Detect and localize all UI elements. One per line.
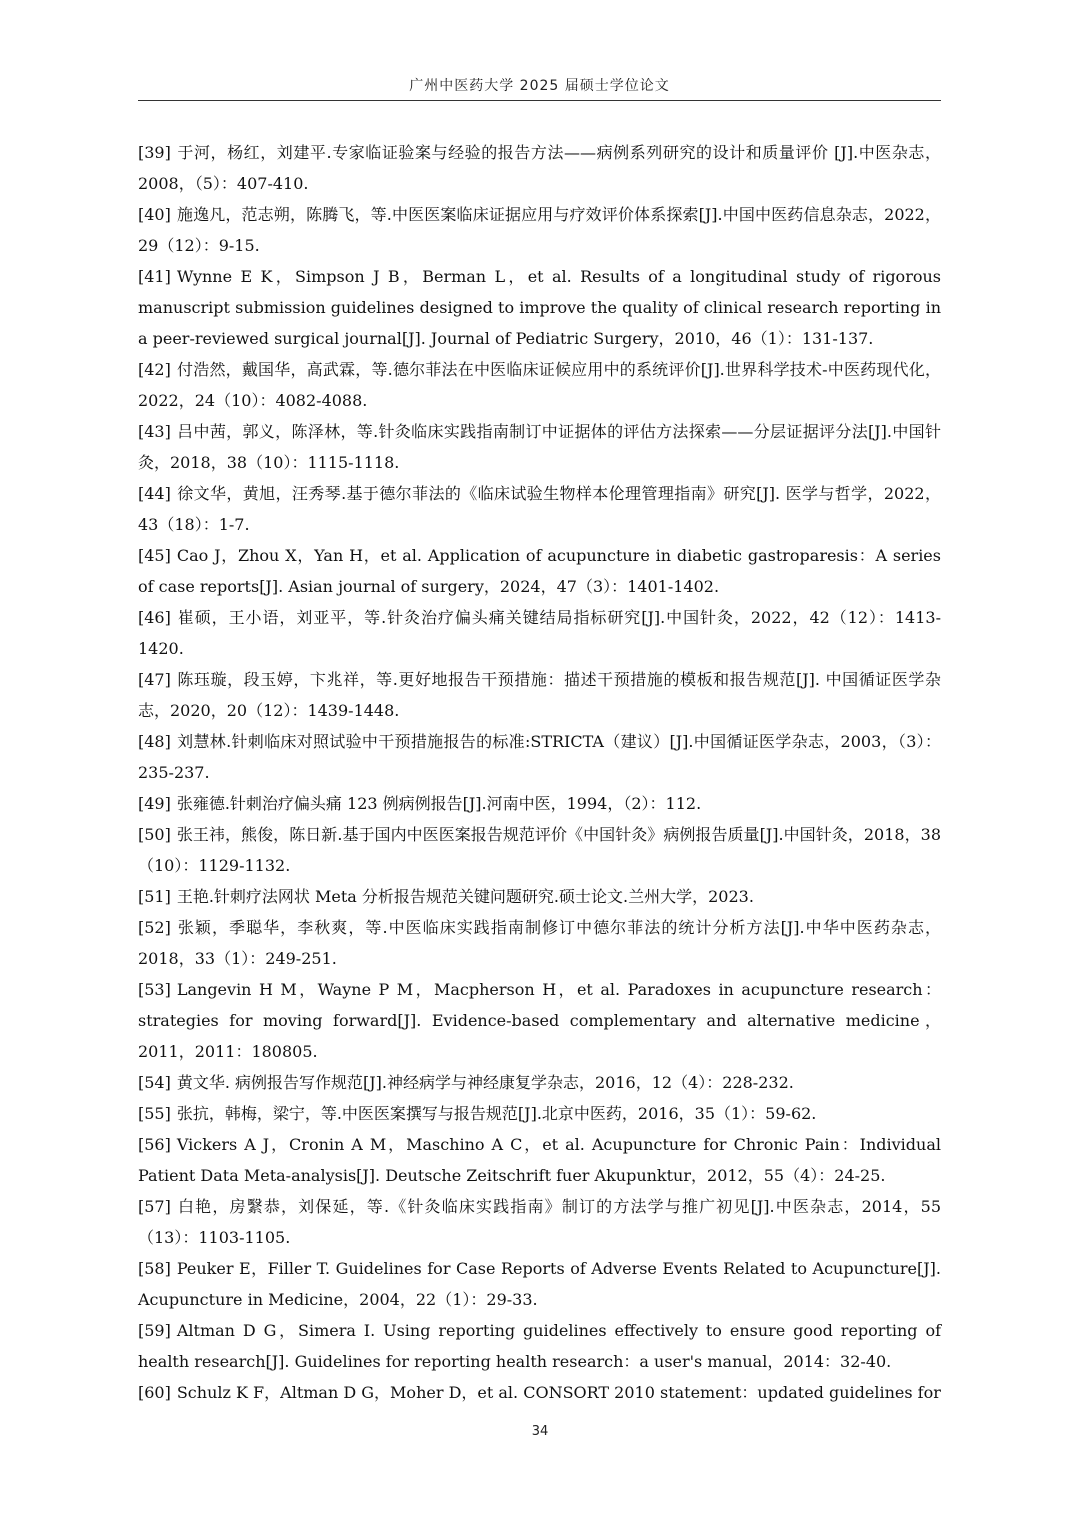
reference-item [138,137,941,199]
reference-number: [47] [138,670,171,689]
reference-text: 黄文华. 病例报告写作规范[J].神经病学与神经康复学杂志，2016，12（4）：228-232. [176,1073,794,1092]
header-divider [138,100,941,101]
reference-text: 张雍德.针刺治疗偏头痛 123 例病例报告[J].河南中医，1994，（2）：112. [176,794,702,813]
reference-item [138,1377,941,1408]
reference-number: [49] [138,794,171,813]
reference-text: Vickers A J，Cronin A M，Maschino A C，et al. Acupuncture for Chronic Pain：Individual Patient Data Meta-analysis[J]. Deutsche Zeitschrift fuer Akupunktur，2012，55（4）：24-25. [138,1135,941,1185]
reference-number: [51] [138,887,171,906]
reference-item [138,540,941,602]
reference-text: Langevin H M，Wayne P M，Macpherson H，et al. Paradoxes in acupuncture research：strategies for moving forward[J]. Evidence-based complementary and alternative medicine，2011，2011：180805. [138,980,941,1061]
page-number: 34 [531,1424,549,1439]
reference-number: [50] [138,825,171,844]
reference-text: 崔硕，王小语，刘亚平，等.针灸治疗偏头痛关键结局指标研究[J].中国针灸，2022，42（12）：1413-1420. [138,608,941,658]
reference-text: 刘慧林.针刺临床对照试验中干预措施报告的标准:STRICTA（建议）[J].中国循证医学杂志，2003，（3）：235-237. [138,732,941,782]
running-header: 广州中医药大学 2025 届硕士学位论文 [409,78,670,94]
reference-item [138,199,941,261]
reference-item [138,788,941,819]
reference-text: Schulz K F，Altman D G，Moher D，et al. CONSORT 2010 statement：updated guidelines for [176,1383,941,1402]
reference-list [138,137,941,1408]
reference-text: 陈珏璇，段玉婷，卞兆祥，等.更好地报告干预措施：描述干预措施的模板和报告规范[J]. 中国循证医学杂志，2020，20（12）：1439-1448. [138,670,941,720]
reference-item [138,1067,941,1098]
reference-text: Altman D G，Simera I. Using reporting guidelines effectively to ensure good reporting of health research[J]. Guidelines for reporting health research：a user's manual，2014：32-40. [138,1321,941,1371]
reference-text: Peuker E，Filler T. Guidelines for Case Reports of Adverse Events Related to Acupuncture[J]. Acupuncture in Medicine，2004，22（1）：29-33. [138,1259,941,1309]
reference-item [138,602,941,664]
reference-number: [40] [138,205,171,224]
reference-item [138,1253,941,1315]
reference-number: [54] [138,1073,171,1092]
reference-number: [39] [138,143,171,162]
reference-item [138,912,941,974]
reference-text: 张王祎，熊俊，陈日新.基于国内中医医案报告规范评价《中国针灸》病例报告质量[J].中国针灸，2018，38（10）：1129-1132. [138,825,941,875]
reference-text: 张颖，季聪华，李秋爽，等.中医临床实践指南制修订中德尔菲法的统计分析方法[J].中华中医药杂志，2018，33（1）：249-251. [138,918,941,968]
reference-item [138,1129,941,1191]
reference-number: [53] [138,980,171,999]
reference-item [138,1315,941,1377]
reference-item [138,726,941,788]
reference-text: Cao J，Zhou X，Yan H，et al. Application of acupuncture in diabetic gastroparesis：A series of case reports[J]. Asian journal of surgery，2024，47（3）：1401-1402. [138,546,941,596]
reference-item [138,664,941,726]
reference-text: Wynne E K，Simpson J B，Berman L，et al. Results of a longitudinal study of rigorous manuscript submission guidelines designed to improve the quality of clinical research reporting in a peer-reviewed surgical journal[J]. Journal of Pediatric Surgery，2010，46（1）：131-137. [138,267,941,348]
reference-number: [44] [138,484,171,503]
reference-number: [48] [138,732,171,751]
reference-number: [60] [138,1383,171,1402]
reference-text: 徐文华，黄旭，汪秀琴.基于德尔菲法的《临床试验生物样本伦理管理指南》研究[J]. 医学与哲学，2022，43（18）：1-7. [138,484,941,534]
reference-number: [41] [138,267,171,286]
reference-text: 张抗，韩梅，梁宁，等.中医医案撰写与报告规范[J].北京中医药，2016，35（1）：59-62. [176,1104,817,1123]
reference-number: [52] [138,918,171,937]
reference-number: [57] [138,1197,171,1216]
reference-text: 白艳，房繄恭，刘保延，等.《针灸临床实践指南》制订的方法学与推广初见[J].中医杂志，2014，55（13）：1103-1105. [138,1197,941,1247]
reference-text: 付浩然，戴国华，高武霖，等.德尔菲法在中医临床证候应用中的系统评价[J].世界科学技术-中医药现代化，2022，24（10）：4082-4088. [138,360,941,410]
reference-text: 于河，杨红，刘建平.专家临证验案与经验的报告方法——病例系列研究的设计和质量评价 [J].中医杂志，2008，（5）：407-410. [138,143,941,193]
reference-item [138,416,941,478]
reference-number: [42] [138,360,171,379]
reference-item [138,1191,941,1253]
reference-number: [59] [138,1321,171,1340]
reference-number: [58] [138,1259,171,1278]
reference-text: 王艳.针刺疗法网状 Meta 分析报告规范关键问题研究.硕士论文.兰州大学，2023. [176,887,754,906]
reference-text: 施逸凡，范志朔，陈腾飞，等.中医医案临床证据应用与疗效评价体系探索[J].中国中医药信息杂志，2022，29（12）：9-15. [138,205,941,255]
reference-item [138,478,941,540]
reference-item [138,881,941,912]
reference-item [138,1098,941,1129]
reference-number: [45] [138,546,171,565]
reference-item [138,354,941,416]
reference-text: 吕中茜，郭义，陈泽林，等.针灸临床实践指南制订中证据体的评估方法探索——分层证据评分法[J].中国针灸，2018，38（10）：1115-1118. [138,422,941,472]
reference-number: [46] [138,608,171,627]
reference-number: [56] [138,1135,171,1154]
reference-item [138,974,941,1067]
reference-number: [43] [138,422,171,441]
reference-item [138,819,941,881]
reference-item [138,261,941,354]
reference-number: [55] [138,1104,171,1123]
